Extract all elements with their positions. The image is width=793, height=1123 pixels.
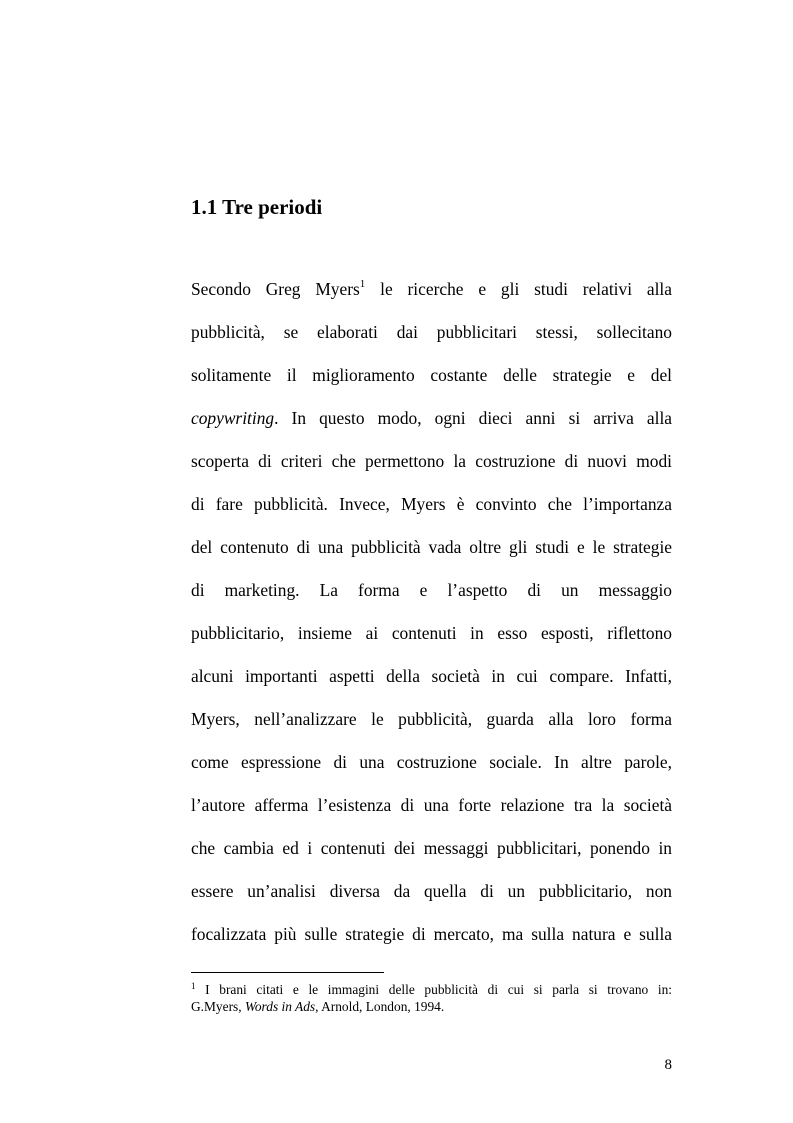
footnote-text: G.Myers, [191,999,245,1014]
body-line: pubblicità, se elaborati dai pubblicitari stessi, sollecitano [191,322,672,342]
footnote-reference[interactable]: 1 [359,278,366,290]
body-line: pubblicitario, insieme ai contenuti in esso esposti, riflettono [191,623,672,643]
section-heading: 1.1 Tre periodi [191,195,323,219]
footnote-line [191,998,672,1016]
body-line: essere un’analisi diversa da quella di un pubblicitario, non [191,881,672,901]
italic-term: copywriting [191,408,275,428]
body-line: di marketing. La forma e l’aspetto di un messaggio [191,580,672,600]
footnote-text: I brani citati e le immagini delle pubblicità di cui si parla si trovano in: [195,982,672,997]
body-line: che cambia ed i contenuti dei messaggi pubblicitari, ponendo in [191,838,672,858]
book-title: Words in Ads [244,999,316,1014]
author-name-text: Secondo Greg Myers [191,279,360,299]
body-line-text: le ricerche e gli studi relativi alla [365,279,672,299]
body-line [191,277,672,301]
body-line: solitamente il miglioramento costante delle strategie e del [191,365,672,385]
body-line: l’autore afferma l’esistenza di una forte relazione tra la società [191,795,672,815]
page-number: 8 [664,1057,672,1073]
body-line [191,406,672,430]
footnote-text: , Arnold, London, 1994. [315,999,445,1014]
body-line: alcuni importanti aspetti della società in cui compare. Infatti, [191,666,672,686]
body-line: del contenuto di una pubblicità vada oltre gli studi e le strategie [191,537,672,557]
body-line: di fare pubblicità. Invece, Myers è convinto che l’importanza [191,494,672,514]
body-line-text: . In questo modo, ogni dieci anni si arriva alla [274,408,672,428]
body-line: focalizzata più sulle strategie di mercato, ma sulla natura e sulla [191,924,672,944]
footnote-number: 1 [191,981,196,991]
footnote-separator [191,972,384,973]
body-line: scoperta di criteri che permettono la costruzione di nuovi modi [191,451,672,471]
footnote-line [191,981,672,999]
body-line: Myers, nell’analizzare le pubblicità, guarda alla loro forma [191,709,672,729]
body-line: come espressione di una costruzione sociale. In altre parole, [191,752,672,772]
